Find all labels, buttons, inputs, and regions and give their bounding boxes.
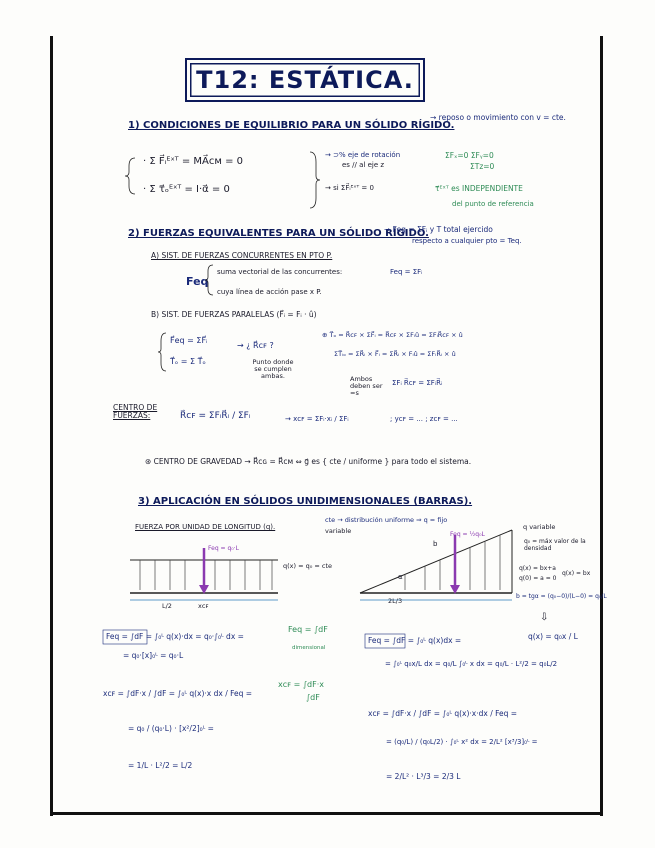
- green-xcf-num: xᴄꜰ = ∫dF·x: [278, 680, 324, 689]
- right-feq-label: Feq = ½q₀L: [450, 531, 485, 538]
- feq-label-a: Feq: [186, 275, 209, 288]
- right-q-variable: q variable: [523, 523, 556, 531]
- cond1-line-b: es // al eje z: [342, 161, 385, 169]
- left-derivation-1: Feq = ∫dF = ∫₀ᴸ q(x)·dx = q₀·∫₀ᴸ dx =: [106, 632, 244, 641]
- equilibrium-torque-eq: · Σ τ⃗ₒᴱˣᵀ = I·α⃗ = 0: [143, 184, 230, 195]
- subsection-b-line1: F⃗eq = ΣF⃗ᵢ: [170, 336, 208, 345]
- green-feq: Feq = ∫dF: [288, 625, 328, 634]
- right-qx-linear: q(x) = bx+a: [519, 565, 556, 572]
- var-note: variable: [325, 527, 352, 535]
- left-half-l: L/2: [162, 602, 172, 610]
- subsection-b-title: B) SIST. DE FUERZAS PARALELAS (F⃗ᵢ = Fᵢ · û): [151, 310, 317, 319]
- section2-heading: 2) FUERZAS EQUIVALENTES PARA UN SÓLIDO RÍGIDO.: [128, 228, 429, 239]
- centro-fuerzas-label: CENTRO DE FUERZAS:: [113, 403, 158, 421]
- green-xcf-den: ∫dF: [306, 693, 320, 702]
- right-b-label: b: [433, 540, 438, 548]
- left-xcf-3: = 1/L · L²/2 = L/2: [128, 761, 193, 770]
- right-q0-desc: q₀ = máx valor de la densidad: [524, 538, 586, 552]
- left-q-label: q(x) = q₀ = cte: [283, 562, 333, 570]
- section1-note: → reposo o movimiento con v = cte.: [430, 113, 566, 122]
- section1-heading: 1) CONDICIONES DE EQUILIBRIO PARA UN SÓLIDO RÍGIDO.: [128, 120, 455, 131]
- green-dimensional: dimensional: [292, 645, 326, 651]
- fuerza-unidad-longitud: FUERZA POR UNIDAD DE LONGITUD (q).: [135, 523, 276, 531]
- right-slope-b: b = tgα = (q₀−0)/(L−0) = q₀/L: [516, 593, 607, 600]
- subsection-a-line2: cuya línea de acción pase x P.: [217, 288, 322, 296]
- left-derivation-2: = q₀·[x]₀ᴸ = q₀·L: [123, 651, 184, 660]
- subsection-b-line1b: → ¿ R⃗ᴄꜰ ?: [237, 341, 274, 350]
- subsection-a-line1: suma vectorial de las concurrentes:: [217, 268, 343, 276]
- left-xcf-2: = q₀ / (q₀·L) · [x²/2]₀ᴸ =: [128, 724, 214, 733]
- cond1-result-b: ΣTz=0: [470, 162, 495, 171]
- parallel-torque-eq2: ΣT⃗ᵢₒ = ΣR⃗ᵢ × F⃗ᵢ = ΣR⃗ᵢ × Fᵢû = ΣFᵢR⃗ᵢ × û: [334, 350, 456, 358]
- right-alpha: α: [398, 573, 403, 581]
- uniform-load-diagram: [130, 545, 278, 600]
- parallel-result: ΣFᵢ R⃗ᴄꜰ = ΣFᵢR⃗ᵢ: [392, 379, 443, 387]
- section2-note2: respecto a cualquier pto = Teq.: [412, 237, 522, 245]
- ycf-zcf-eq: ; yᴄꜰ = ... ; zᴄꜰ = ...: [390, 415, 458, 423]
- left-xcf: xᴄꜰ: [198, 602, 209, 610]
- right-derivation-1: Feq = ∫dF = ∫₀ᴸ q(x)dx =: [368, 636, 462, 645]
- parallel-torque-eq1: ⊕ T⃗ₒ = R⃗ᴄꜰ × ΣF⃗ᵢ = R⃗ᴄꜰ × ΣFᵢû = ΣFᵢR⃗ᴄꜰ × û: [322, 331, 463, 339]
- subsection-b-line2b: Punto donde se cumplen ambas.: [252, 358, 294, 381]
- right-qx-bx: q(x) = bx: [562, 570, 591, 577]
- section3-heading: 3) APLICACIÓN EN SÓLIDOS UNIDIMENSIONALES (BARRAS).: [138, 496, 473, 507]
- right-xcf-2: = (q₀/L) / (q₀L/2) · ∫₀ᴸ x² dx = 2/L² [x³/3]₀ᴸ =: [386, 738, 538, 746]
- cond2-line-a: → si ΣF⃗ᵢᴱˣᵀ = 0: [325, 184, 374, 192]
- down-arrow: ⇩: [540, 612, 549, 623]
- left-xcf-1: xᴄꜰ = ∫dF·x / ∫dF = ∫₀ᴸ q(x)·x dx / Feq =: [103, 689, 253, 698]
- right-xcf-3: = 2/L² · L³/3 = 2/3 L: [386, 772, 461, 781]
- right-q0-zero: q(0) = a = 0: [519, 575, 557, 582]
- right-derivation-2: = ∫₀ᴸ q₀x/L dx = q₀/L ∫₀ᴸ x dx = q₀/L · L²/2 = q₀L/2: [385, 660, 558, 668]
- left-feq-label: Feq = q₀·L: [208, 545, 239, 552]
- right-qx-eq: q(x) = q₀x / L: [528, 632, 578, 641]
- cte-note: cte → distribución uniforme ⇒ q = fijo: [325, 516, 448, 524]
- subsection-a-title: A) SIST. DE FUERZAS CONCURRENTES EN PTO P.: [151, 251, 333, 260]
- page-title: T12: ESTÁTICA.: [185, 58, 425, 102]
- cond2-result-a: τ⃗ᴱˣᵀ es INDEPENDIENTE: [435, 184, 523, 193]
- centro-gravedad: ⊛ CENTRO DE GRAVEDAD → R⃗ᴄɢ = R⃗ᴄᴍ ⇔ g⃗ es { cte / uniforme } para todo el sistema.: [145, 457, 472, 466]
- subsection-b-line2: T⃗ₒ = Σ T⃗ₒ: [170, 357, 206, 366]
- right-xcf-1: xᴄꜰ = ∫dF·x / ∫dF = ∫₀ᴸ q(x)·x·dx / Feq =: [368, 709, 518, 718]
- section2-note1: → Feq = ΣFᵢ y T total ejercido: [384, 225, 493, 234]
- parallel-both-equal: Ambos deben ser =s: [350, 375, 383, 398]
- cond1-result-a: ΣFₓ=0 ΣFᵧ=0: [445, 151, 494, 160]
- subsection-a-line1b: Feq = ΣFᵢ: [390, 268, 423, 276]
- cond1-line-a: → ⊃% eje de rotación: [325, 151, 401, 159]
- right-two-thirds-l: 2L/3: [388, 597, 403, 605]
- centro-fuerzas-eq: R⃗ᴄꜰ = ΣFᵢR⃗ᵢ / ΣFᵢ: [180, 411, 251, 421]
- cond2-result-b: del punto de referencia: [452, 200, 534, 208]
- xcf-eq: → xᴄꜰ = ΣFᵢ·xᵢ / ΣFᵢ: [285, 415, 349, 423]
- equilibrium-force-eq: · Σ F⃗ᵢᴱˣᵀ = MA⃗ᴄᴍ = 0: [143, 156, 244, 167]
